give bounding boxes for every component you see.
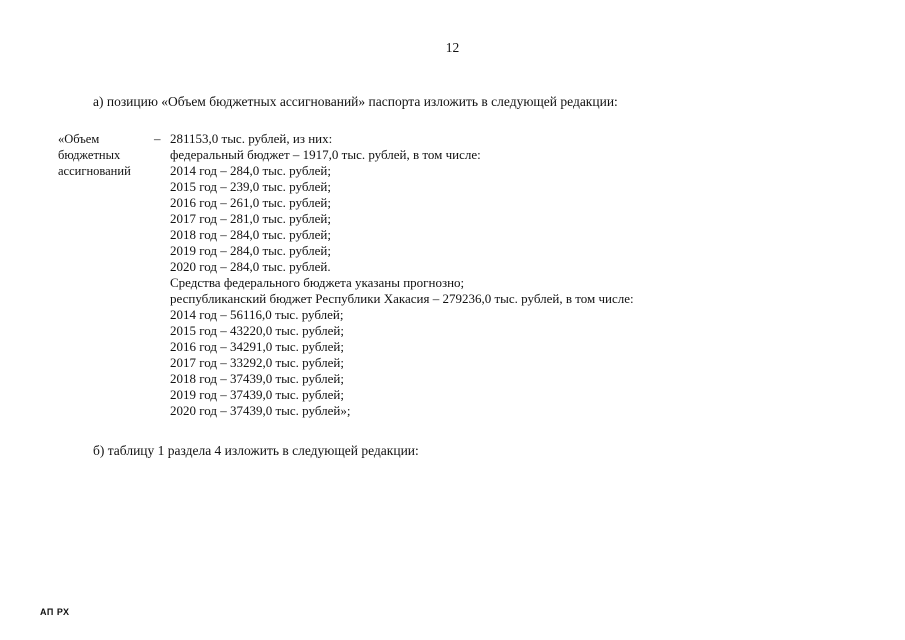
value-line: республиканский бюджет Республики Хакасия – 279236,0 тыс. рублей, в том числе: <box>170 291 634 306</box>
value-line: 2019 год – 37439,0 тыс. рублей; <box>170 387 344 402</box>
row-label <box>58 131 131 179</box>
value-line: 2018 год – 284,0 тыс. рублей; <box>170 227 331 242</box>
value-line: 2016 год – 34291,0 тыс. рублей; <box>170 339 344 354</box>
value-line: 2014 год – 56116,0 тыс. рублей; <box>170 307 344 322</box>
value-line: 2015 год – 43220,0 тыс. рублей; <box>170 323 344 338</box>
value-line: 2018 год – 37439,0 тыс. рублей; <box>170 371 344 386</box>
value-line: 2014 год – 284,0 тыс. рублей; <box>170 163 331 178</box>
row-label-line: «Объем <box>58 132 100 146</box>
value-line: 2020 год – 284,0 тыс. рублей. <box>170 259 331 274</box>
value-line: 2017 год – 281,0 тыс. рублей; <box>170 211 331 226</box>
paragraph-a: а) позицию «Объем бюджетных ассигнований» паспорта изложить в следующей редакции: <box>93 94 618 109</box>
row-dash: – <box>154 131 161 146</box>
value-line: 2015 год – 239,0 тыс. рублей; <box>170 179 331 194</box>
value-line: 2019 год – 284,0 тыс. рублей; <box>170 243 331 258</box>
page-number: 12 <box>445 40 460 55</box>
footer-mark: АП РХ <box>40 607 70 617</box>
value-line: 2016 год – 261,0 тыс. рублей; <box>170 195 331 210</box>
value-line: федеральный бюджет – 1917,0 тыс. рублей, в том числе: <box>170 147 481 162</box>
value-line: 281153,0 тыс. рублей, из них: <box>170 131 333 146</box>
value-line: 2017 год – 33292,0 тыс. рублей; <box>170 355 344 370</box>
value-line: 2020 год – 37439,0 тыс. рублей»; <box>170 403 351 418</box>
paragraph-b: б) таблицу 1 раздела 4 изложить в следующей редакции: <box>93 443 419 458</box>
row-label-line: ассигнований <box>58 164 131 178</box>
value-line: Средства федерального бюджета указаны прогнозно; <box>170 275 465 290</box>
row-values <box>170 131 634 419</box>
row-label-line: бюджетных <box>58 148 121 162</box>
